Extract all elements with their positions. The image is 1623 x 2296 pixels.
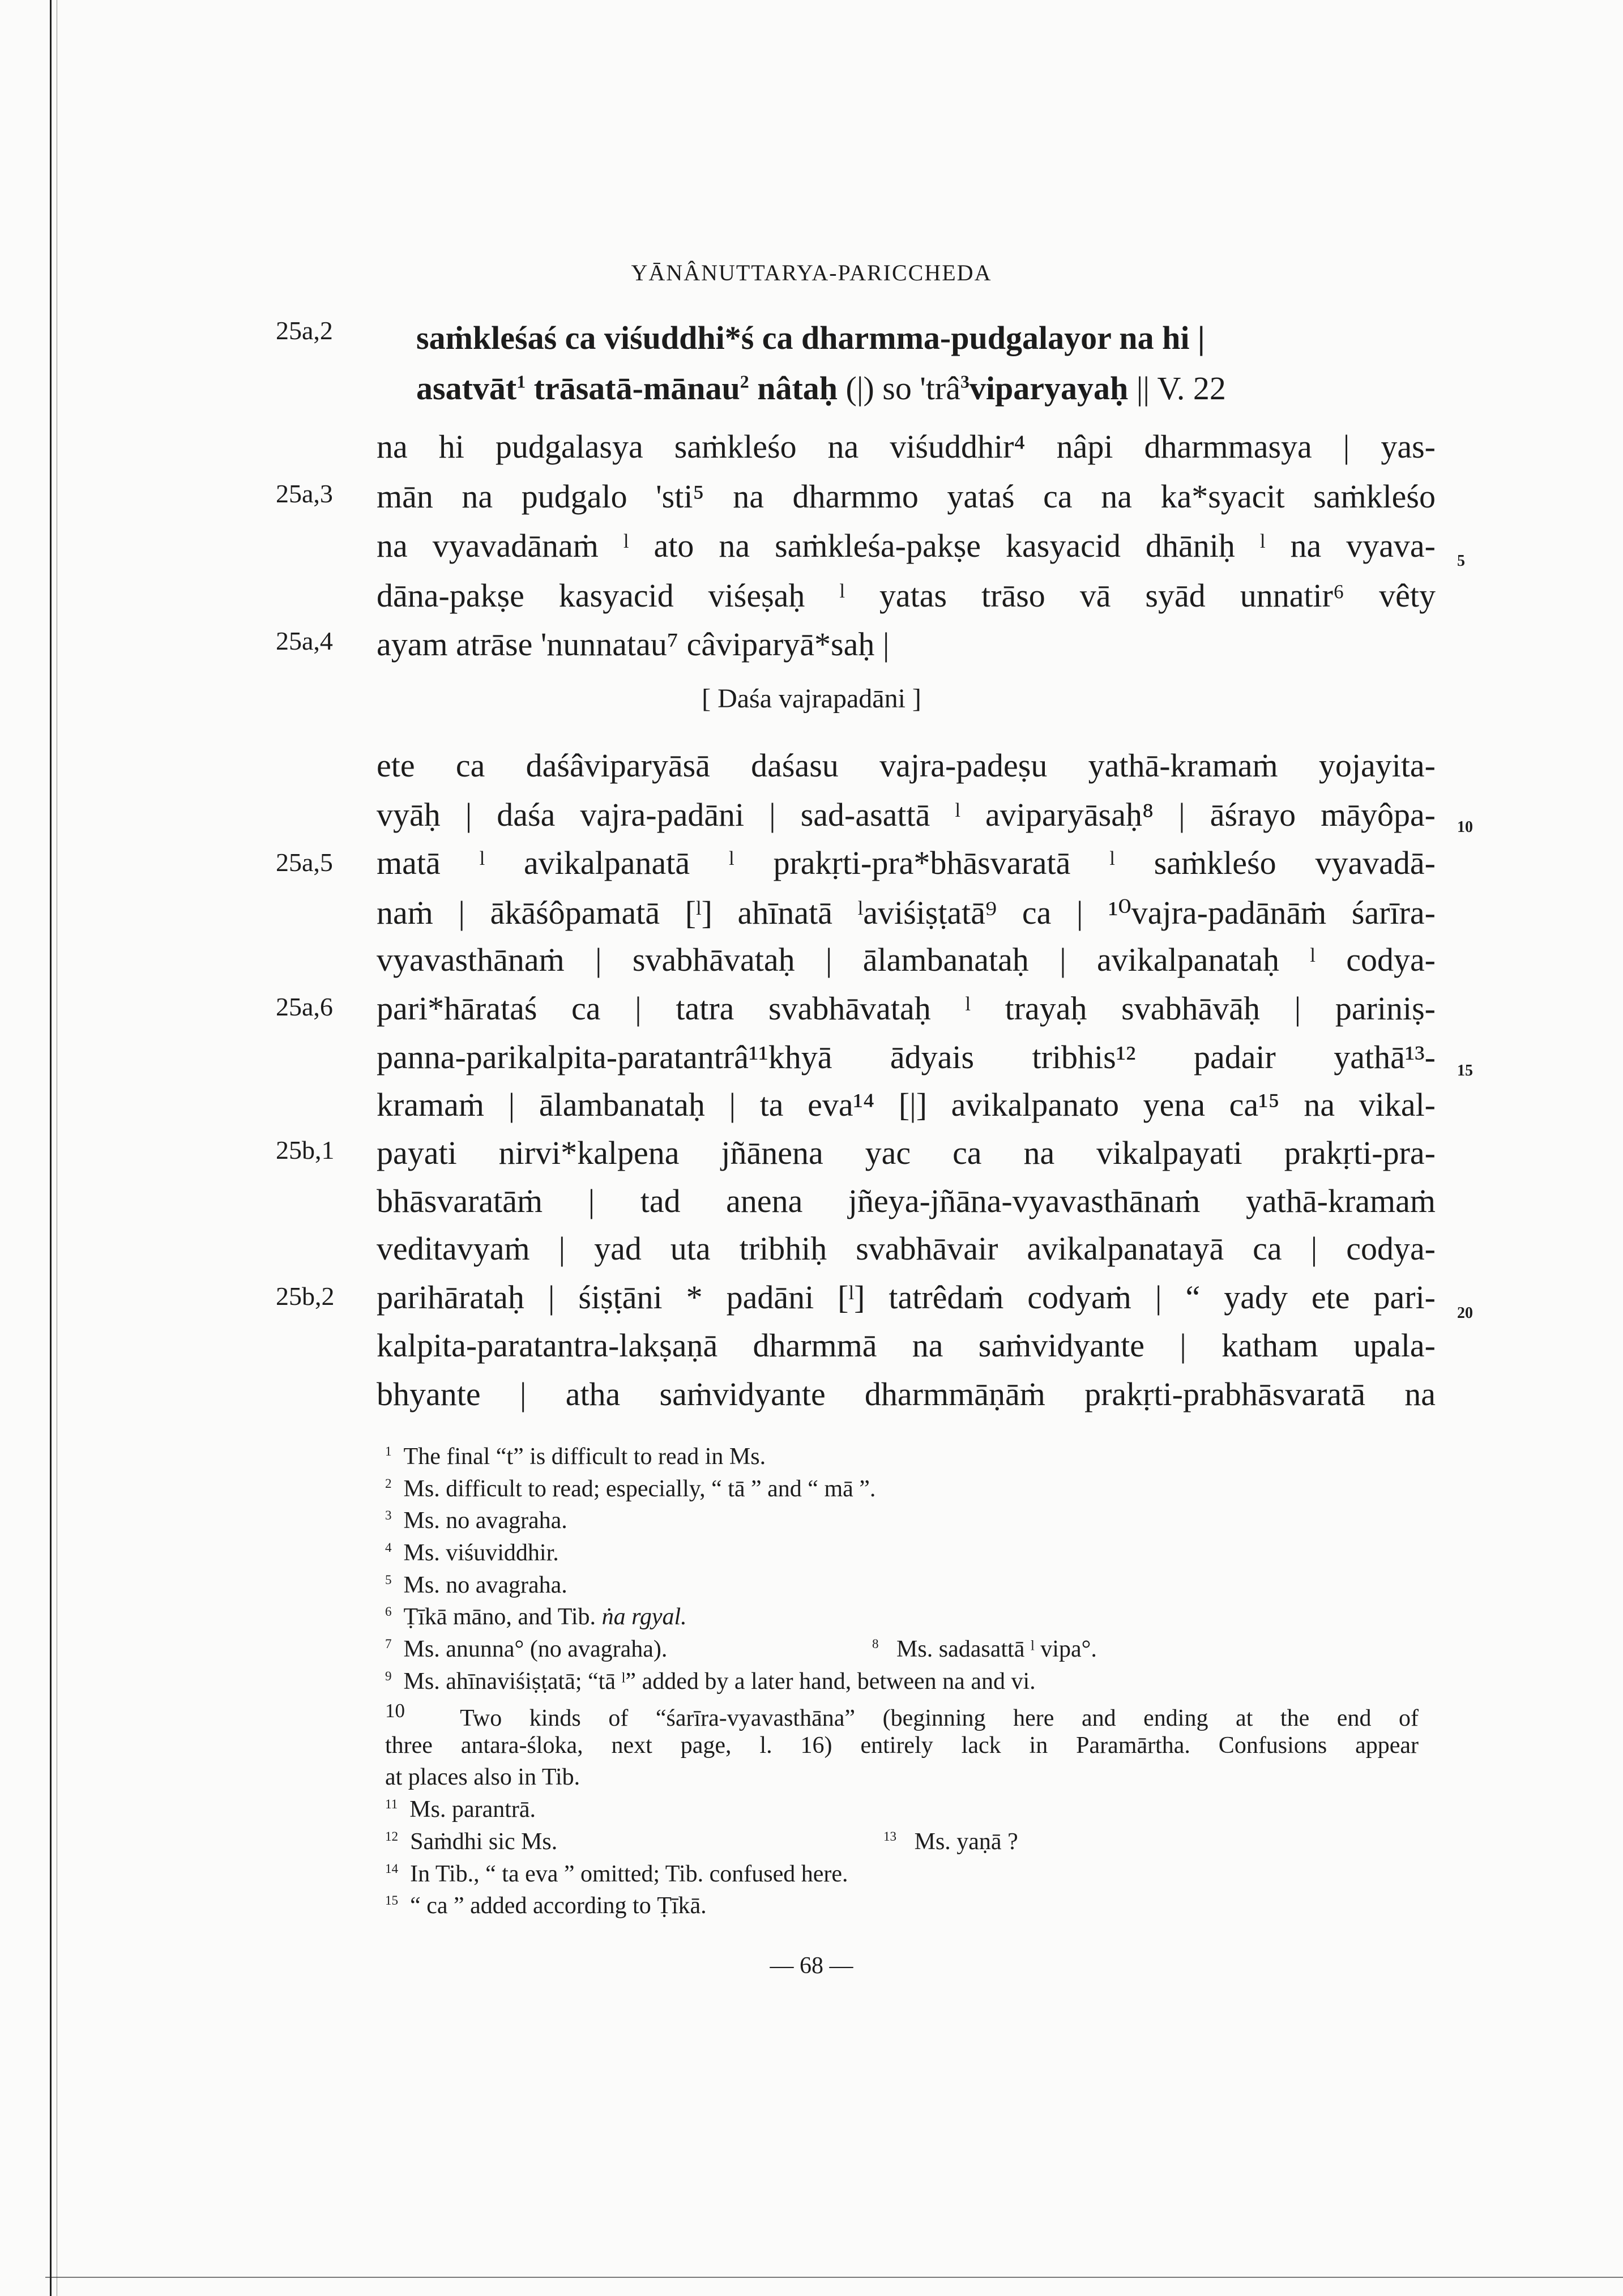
- paragraph-1-line: mān na pudgalo 'sti⁵ na dharmmo yataś ca na ka*syacit saṁkleśo: [377, 478, 1436, 515]
- folio-ref: 25b,2: [276, 1282, 335, 1311]
- footnote-number: 3: [385, 1508, 392, 1522]
- footnote: [385, 1443, 766, 1470]
- paragraph-2-line: panna-parikalpita-paratantrâ¹¹khyā ādyais tribhis¹² padair yathā¹³-: [377, 1039, 1436, 1076]
- footnote-text: The final “t” is difficult to read in Ms.: [403, 1444, 766, 1470]
- paragraph-2-line: vyāḥ | daśa vajra-padāni | sad-asattā ˡ aviparyāsaḥ⁸ | āśrayo māyôpa-: [377, 796, 1436, 833]
- folio-ref: 25a,4: [276, 626, 333, 655]
- paragraph-2-line: matā ˡ avikalpanatā ˡ prakṛti-pra*bhāsvaratā ˡ saṁkleśo vyavadā-: [377, 844, 1436, 881]
- verse-number: || V. 22: [1128, 370, 1226, 407]
- footnote-number: 7: [385, 1636, 392, 1651]
- footnote-text: Ms. ahīnaviśiṣṭatā; “tā ˡ” added by a later hand, between na and vi.: [403, 1668, 1036, 1695]
- footnote-text: Ms. anunna° (no avagraha).: [403, 1636, 668, 1662]
- footnote: [385, 1828, 557, 1855]
- page-number: — 68 —: [770, 1953, 853, 1979]
- footnote: [385, 1507, 567, 1534]
- line-number: 10: [1457, 818, 1473, 836]
- paragraph-2-line: ete ca daśâviparyāsā daśasu vajra-padeṣu yathā-kramaṁ yojayita-: [377, 747, 1436, 784]
- footnote-text: Ms. no avagraha.: [403, 1572, 567, 1598]
- footnote-number: 9: [385, 1668, 392, 1683]
- section-heading: [ Daśa vajrapadāni ]: [702, 684, 921, 714]
- footnote: [385, 1603, 687, 1631]
- footnote-number: 6: [385, 1604, 392, 1619]
- paragraph-2-line: kalpita-paratantra-lakṣaṇā dharmmā na saṁvidyante | katham upala-: [377, 1327, 1436, 1364]
- footnote-text-italic: ṅa rgyal.: [601, 1604, 687, 1630]
- footnote: [385, 1668, 1036, 1695]
- footnote-number: 12: [385, 1829, 399, 1843]
- footnote-number: 13: [883, 1829, 897, 1843]
- footnote-text: Ms. no avagraha.: [403, 1508, 567, 1534]
- footnote-number: 15: [385, 1893, 399, 1907]
- verse-text: viparyayaḥ: [969, 370, 1129, 407]
- footnote-text: “ ca ” added according to Ṭīkā.: [410, 1893, 707, 1919]
- running-head: YĀNÂNUTTARYA-PARICCHEDA: [631, 260, 992, 285]
- folio-ref: 25a,5: [276, 848, 333, 877]
- verse-text: asatvāt: [416, 370, 517, 407]
- footnote-ref: 2: [740, 372, 749, 392]
- paragraph-1-line: na vyavadānaṁ ˡ ato na saṁkleśa-pakṣe kasyacid dhāniḥ ˡ na vyava-: [377, 527, 1436, 564]
- folio-ref: 25a,6: [276, 992, 333, 1021]
- paragraph-2-line: veditavyaṁ | yad uta tribhiḥ svabhāvair avikalpanatayā ca | codya-: [377, 1230, 1436, 1267]
- verse-text: (|) so 'trâ: [838, 370, 960, 407]
- footnote: [385, 1636, 667, 1663]
- footnote: [385, 1700, 1419, 1732]
- footnote-number: 14: [385, 1861, 399, 1876]
- footnote: [385, 1796, 536, 1823]
- verse-line-1: saṁkleśaś ca viśuddhi*ś ca dharmma-pudgalayor na hi |: [416, 319, 1205, 356]
- paragraph-2-line: parihārataḥ | śiṣṭāni * padāni [ˡ] tatrêdaṁ codyaṁ | “ yady ete pari-: [377, 1279, 1436, 1316]
- footnote-number: 1: [385, 1444, 392, 1458]
- footnote: [385, 1572, 567, 1599]
- paragraph-1-line: dāna-pakṣe kasyacid viśeṣaḥ ˡ yatas trāso vā syād unnatir⁶ vêty: [377, 577, 1436, 614]
- footnote-text: Saṁdhi sic Ms.: [410, 1829, 558, 1855]
- folio-ref: 25a,2: [276, 316, 333, 345]
- paragraph-2-line: bhāsvaratāṁ | tad anena jñeya-jñāna-vyavasthānaṁ yathā-kramaṁ: [377, 1183, 1436, 1219]
- footnote-text: Ms. difficult to read; especially, “ tā ” and “ mā ”.: [403, 1476, 876, 1502]
- footnote-number: 11: [385, 1796, 398, 1811]
- paragraph-2-line: bhyante | atha saṁvidyante dharmmāṇāṁ prakṛti-prabhāsvaratā na: [377, 1376, 1436, 1412]
- footnote-number: 8: [872, 1636, 879, 1651]
- footnote-text: In Tib., “ ta eva ” omitted; Tib. confused here.: [410, 1861, 848, 1887]
- footnote: [385, 1860, 848, 1888]
- footnote-ref: 3: [960, 372, 969, 392]
- paragraph-2-line: payati nirvi*kalpena jñānena yac ca na vikalpayati prakṛti-pra-: [377, 1134, 1436, 1171]
- footnote-text: Ms. yaṇā ?: [914, 1829, 1018, 1855]
- paragraph-1-line: na hi pudgalasya saṁkleśo na viśuddhir⁴ nâpi dharmmasya | yas-: [377, 428, 1436, 465]
- binding-edge-line: [50, 0, 52, 2296]
- footnote-text: Ms. parantrā.: [409, 1796, 536, 1823]
- footnote: [385, 1892, 707, 1919]
- footnote: [872, 1636, 1097, 1663]
- verse-line-2: [416, 369, 1226, 407]
- footnote-number: 10: [385, 1700, 405, 1722]
- footnote-ref: 1: [516, 372, 526, 392]
- bottom-edge-line: [45, 2277, 1623, 2278]
- paragraph-2-line: naṁ | ākāśôpamatā [ˡ] ahīnatā ˡaviśiṣṭatā⁹ ca | ¹⁰vajra-padānāṁ śarīra-: [377, 894, 1436, 931]
- paragraph-1-line: ayam atrāse 'nunnatau⁷ câviparyā*saḥ |: [377, 626, 890, 663]
- footnote-continued: at places also in Tib.: [385, 1764, 580, 1790]
- footnote: [385, 1539, 559, 1567]
- verse-text: trāsatā-mānau: [526, 370, 740, 407]
- paragraph-2-line: kramaṁ | ālambanataḥ | ta eva¹⁴ [|] avikalpanato yena ca¹⁵ na vikal-: [377, 1086, 1436, 1123]
- footnote-number: 5: [385, 1572, 392, 1587]
- line-number: 5: [1457, 552, 1465, 570]
- folio-ref: 25b,1: [276, 1136, 335, 1164]
- verse-text: nâtaḥ: [749, 370, 838, 407]
- footnote-text: Ṭīkā māno, and Tib.: [403, 1604, 596, 1630]
- paragraph-2-line: vyavasthānaṁ | svabhāvataḥ | ālambanataḥ | avikalpanataḥ ˡ codya-: [377, 941, 1436, 978]
- footnote-number: 2: [385, 1476, 392, 1491]
- line-number: 20: [1457, 1304, 1473, 1322]
- line-number: 15: [1457, 1062, 1473, 1079]
- footnote-continued: three antara-śloka, next page, l. 16) entirely lack in Paramārtha. Confusions appear: [385, 1732, 1419, 1759]
- footnote: [385, 1475, 875, 1503]
- footnote: [883, 1828, 1018, 1855]
- folio-ref: 25a,3: [276, 479, 333, 508]
- footnote-number: 4: [385, 1540, 392, 1555]
- footnote-text: Two kinds of “śarīra-vyavasthāna” (beginning here and ending at the end of: [460, 1705, 1419, 1731]
- paragraph-2-line: pari*hārataś ca | tatra svabhāvataḥ ˡ trayaḥ svabhāvāḥ | pariniṣ-: [377, 990, 1436, 1027]
- footnote-text: Ms. sadasattā ˡ vipa°.: [896, 1636, 1097, 1662]
- footnote-text: Ms. viśuviddhir.: [403, 1540, 559, 1566]
